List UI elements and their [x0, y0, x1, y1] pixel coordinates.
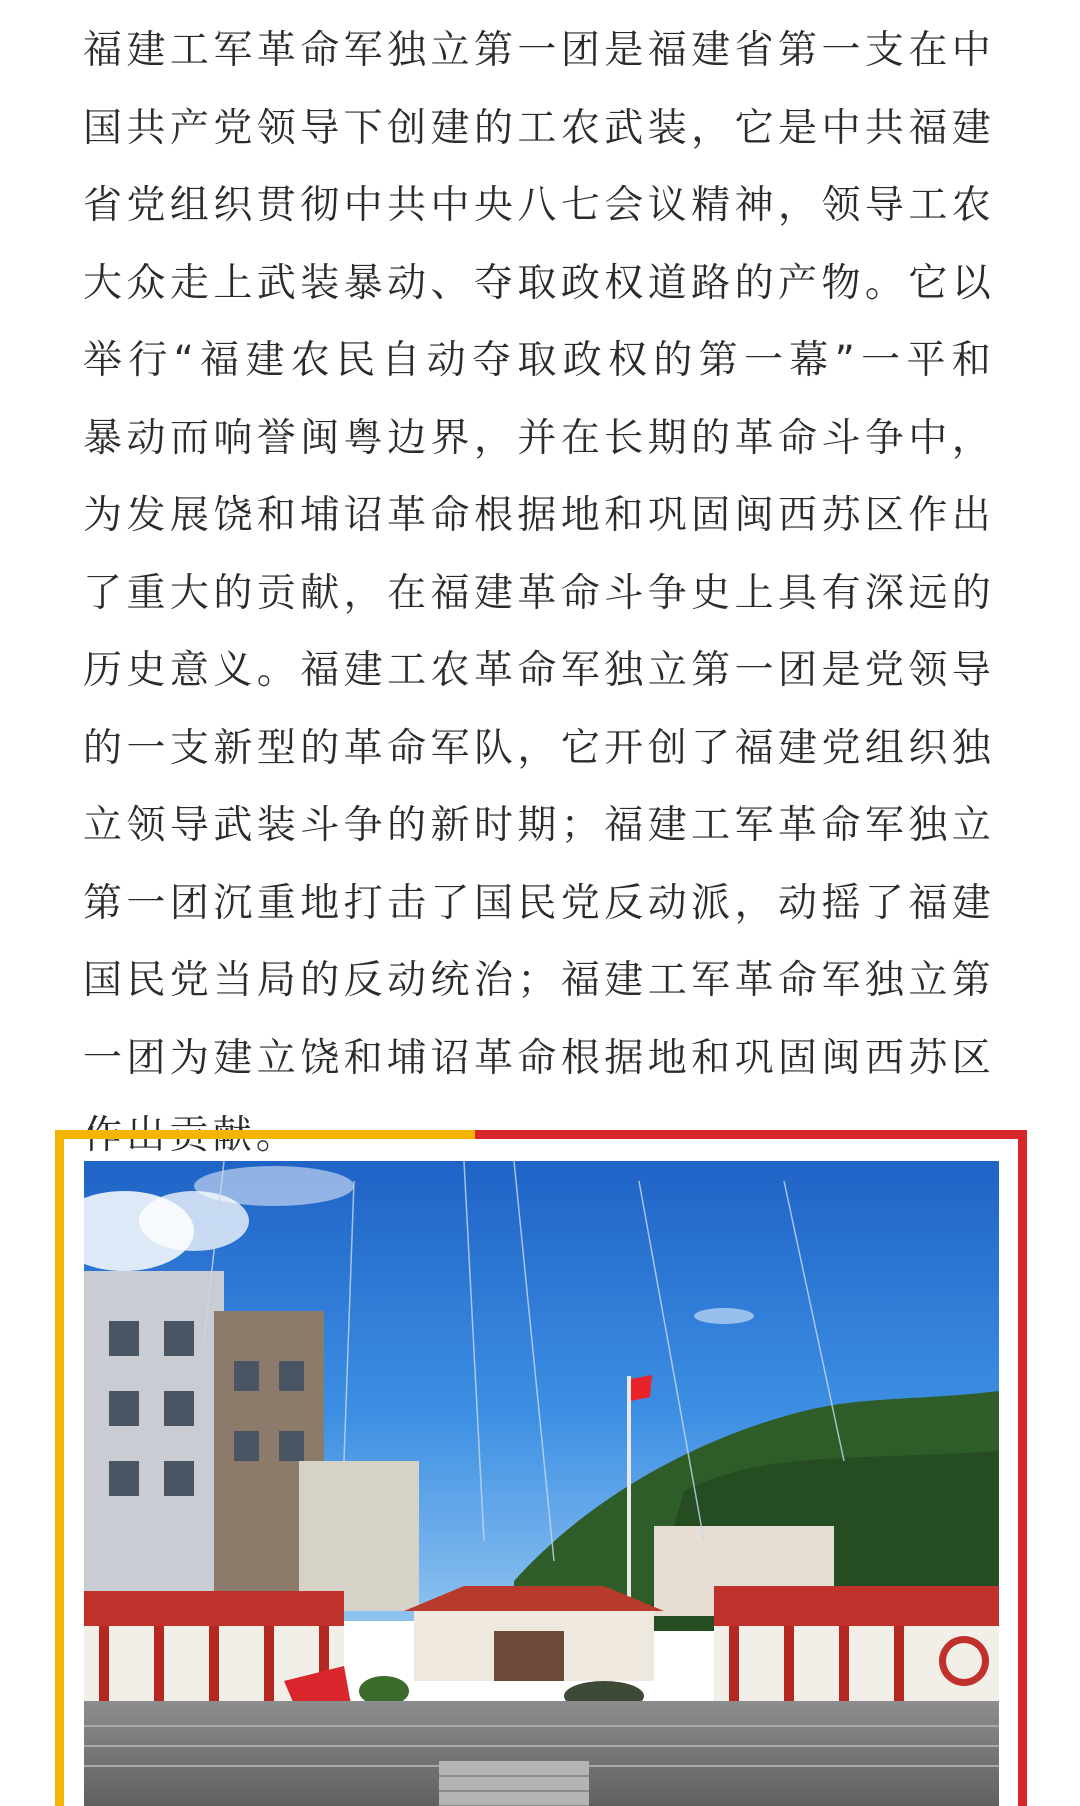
cloud: [194, 1166, 354, 1206]
frame-right-border: [1018, 1130, 1027, 1806]
center-steps: [439, 1761, 589, 1806]
national-flag: [631, 1375, 652, 1401]
photo-frame: [55, 1130, 1027, 1806]
corridor-right-roof: [714, 1586, 999, 1626]
building-left-1: [84, 1271, 224, 1601]
frame-top-right-border: [475, 1130, 1027, 1139]
cloud: [694, 1308, 754, 1324]
corridor-left-roof: [84, 1591, 344, 1626]
building-left-3: [299, 1461, 419, 1611]
frame-left-border: [55, 1130, 64, 1806]
article-paragraph: 福建工军革命军独立第一团是福建省第一支在中国共产党领导下创建的工农武装，它是中共福建省党组织贯彻中共中央八七会议精神，领导工农大众走上武装暴动、夺取政权道路的产物。它以举行“福建农民自动夺取政权的第一幕”一平和暴动而响誉闽粤边界，并在长期的革命斗争中，为发展饶和埔诏革命根据地和巩固闽西苏区作出了重大的贡献，在福建革命斗争史上具有深远的历史意义。福建工农革命军独立第一团是党领导的一支新型的革命军队，它开创了福建党组织独立领导武装斗争的新时期；福建工军革命军独立第一团沉重地打击了国民党反动派，动摇了福建国民党当局的反动统治；福建工军革命军独立第一团为建立饶和埔诏革命根据地和巩固闽西苏区: [83, 28, 995, 1081]
frame-top-left-border: [55, 1130, 475, 1139]
memorial-site-photo: [84, 1161, 999, 1806]
